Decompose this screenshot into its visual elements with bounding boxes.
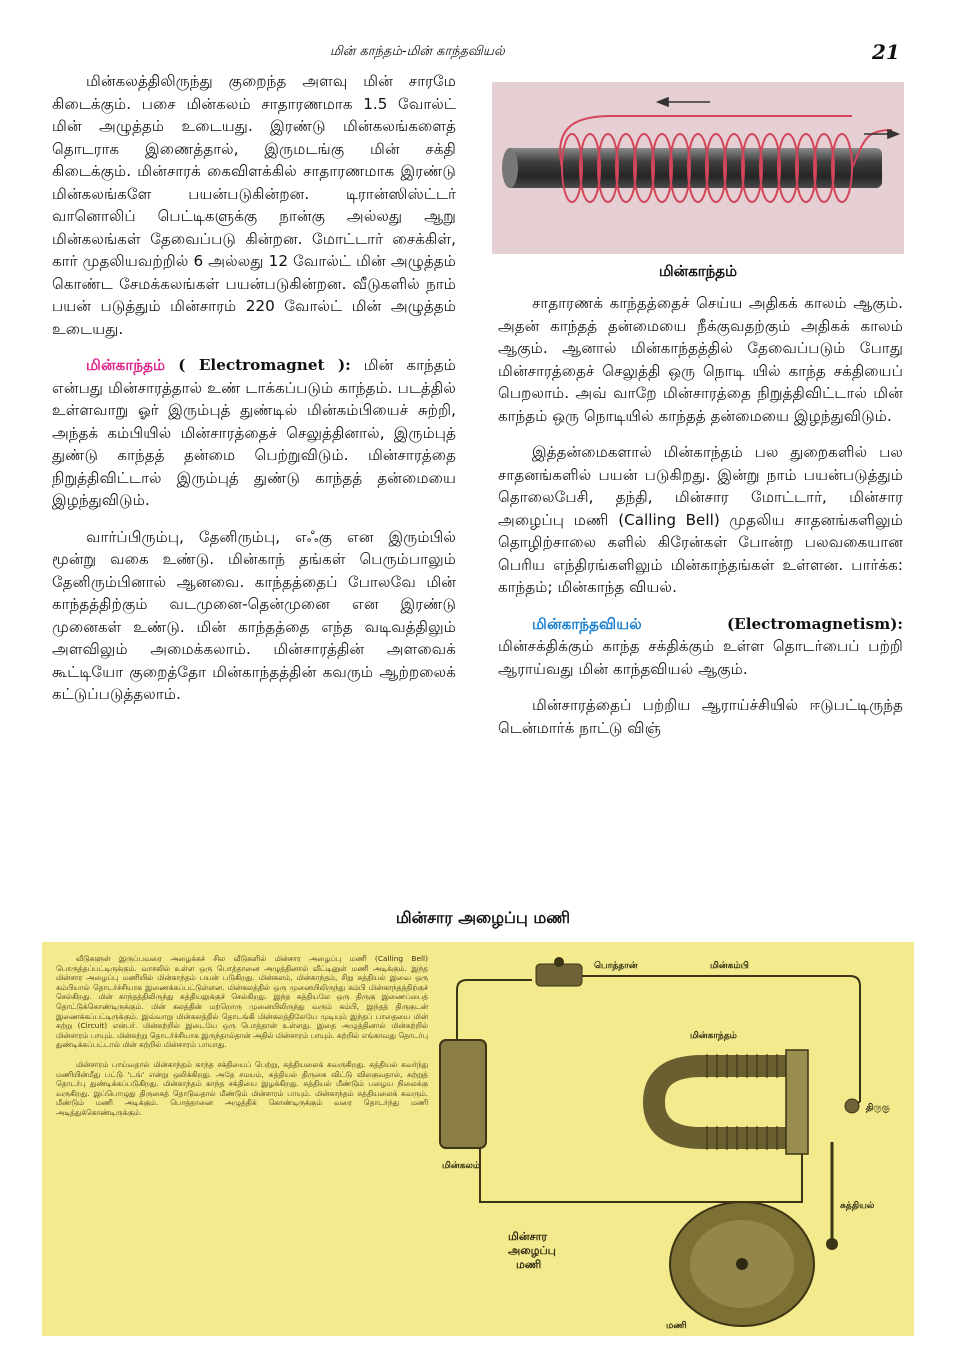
battery-cell: [440, 1040, 486, 1148]
calling-bell-diagram: [42, 942, 914, 1336]
hammer-head: [826, 1238, 838, 1250]
contact-screw: [845, 1099, 859, 1113]
push-button-knob: [554, 957, 564, 967]
label-bell-title-2: அழைப்பு: [508, 1244, 556, 1257]
calling-bell-paragraph-1: வீடுகளுள் இருப்பவரை அழைக்கச் சில வீடுகளில் மின்சார அழைப்பு மணி (Calling Bell) பொருத்தப்பட்டிருக்கும். வாசலில் உள்ள ஒரு பொத்தானை அழுத்தினால் வீட்டினுள் மணி அடிக்கும். இந்த மின்சார அழைப்பு மணியில் மின்காந்தம் பயன் படுகிறது. மின்கலம், மின்காந்தம், சிறு சுத்தியல் இவை ஒரு கம்பியால் தொடர்ச்சியாக இணைக்கப்பட்டுள்ளன. மின்கலத்தில் ஒரு முனையிலிருந்து கம்பி மின்காந்தத்திற்குச் செல்கிறது. மின் காந்தத்திலிருந்து சுத்தியலுக்குச் செல்கிறது. இந்த சுத்தியலே ஒரு திருகு இணைப்பைத் தொட்டுக்கொண்டிருக்கும். மின் கலத்தின் மற்றொரு முனையிலிருந்து வரும் கம்பி, இந்தத் திருகுடன் இணைக்கப்பட்டிருக்கும். இவ்வாறு மின்கலத்தில் தொடங்கி மின்கலத்திலேயே முடியும் இந்தப் பாதையை மின் சுற்று (Circuit) என்பர். மின்சுற்றில் இடையே ஒரு பொத்தான் உள்ளது. இதை அழுத்தினால் மின்சுற்றில் மின்சாரம் பாயும். மின்சுற்று தொடர்ச்சியாக இருந்தால்தான் அதில் மின்சாரம் பாயும். சுற்றில் எங்காவது தொடர்பு துண்டிக்கப்பட்டால் மின் சுற்றில் மின்சாரம் பாயாது.: [56, 954, 428, 1050]
paragraph-iron-types: வார்ப்பிரும்பு, தேனிரும்பு, எஃகு என இரும்பில் மூன்று வகை உண்டு. மின்காந் தங்கள் பெரும்பாலும் தேனிரும்பினால் ஆனவை. காந்தத்தைப் போலவே மின் காந்தத்திற்கும் வடமுனை-தென்முனை என இரண்டு முனைகள் உண்டு. மின் காந்தத்தை எந்த வடிவத்திலும் அளவிலும் அமைக்கலாம். மின்சாரத்தின் அளவைக் கூட்டியோ குறைத்தோ மின்காந்தத்தின் கவரும் ஆற்றலைக் கட்டுப்படுத்தலாம்.: [52, 527, 456, 703]
label-button: பொத்தான்: [594, 961, 638, 971]
term-electromagnet-english: ( Electromagnet ):: [178, 356, 351, 374]
paragraph-speed: சாதாரணக் காந்தத்தைச் செய்ய அதிகக் காலம் ஆகும். அதன் காந்தத் தன்மையை நீக்குவதற்கும் அதிகக் காலம் ஆகும். ஆனால் மின்காந்தத்தில் தேவைப்படும் போது மின்சாரத்தைச் செலுத்தி ஒரு நொடி யில் காந்த சக்தியைப் பெறலாம். அவ் வாறே மின்சாரத்தை நிறுத்திவிட்டால் மின் காந்தம் ஒரு நொடியில் காந்தத் தன்மையை இழந்துவிடும்.: [498, 294, 903, 425]
current-arrows: [658, 98, 898, 138]
coil-illustration: [492, 82, 904, 254]
electromagnet-definition: மின் காந்தம் என்பது மின்சாரத்தால் உண் டாக்கப்படும் காந்தம். படத்தில் உள்ளவாறு ஓர் இரும்புத் துண்டில் மின்கம்பியைச் சுற்றி, அந்தக் கம்பியில் மின்சாரத்தைச் செலுத்தினால், இரும்புத் துண்டு காந்தத் தன்மை பெற்றுவிடும். மின்சாரத்தை நிறுத்திவிட்டால் இரும்புத் துண்டு காந்தத் தன்மையை இழந்துவிடும்.: [52, 356, 456, 509]
page-number: 21: [872, 40, 900, 64]
page-header: [0, 40, 966, 68]
armature: [786, 1050, 808, 1154]
push-button: [536, 964, 582, 986]
label-gong: மணி: [666, 1321, 687, 1331]
paragraph-research: மின்சாரத்தைப் பற்றிய ஆராய்ச்சியில் ஈடுபட்டிருந்த டென்மார்க் நாட்டு விஞ்: [498, 696, 903, 737]
term-electromagnetism: மின்காந்தவியல்: [532, 614, 642, 633]
label-hammer: சுத்தியல்: [840, 1201, 875, 1211]
rod-end: [502, 148, 518, 188]
paragraph-electromagnetism: [498, 613, 903, 681]
running-title: மின் காந்தம்-மின் காந்தவியல்: [330, 44, 505, 59]
calling-bell-panel: [42, 942, 914, 1336]
section-title-calling-bell: மின்சார அழைப்பு மணி: [395, 908, 571, 927]
term-electromagnetism-english: (Electromagnetism):: [726, 614, 903, 633]
label-bell-title-3: மணி: [516, 1258, 542, 1271]
paragraph-battery: மின்கலத்திலிருந்து குறைந்த அளவு மின் சாரமே கிடைக்கும். பசை மின்கலம் சாதாரணமாக 1.5 வோல்ட் மின் அழுத்தம் உடையது. இரண்டு மின்கலங்களைத் தொடராக இணைத்தால், இருமடங்கு மின் சக்தி கிடைக்கும். மின்சாரக் கைவிளக்கில் சாதாரணமாக இரண்டு மின்கலங்களே பயன்படுகின்றன. டிரான்ஸிஸ்ட்டர் வானொலிப் பெட்டிகளுக்கு நான்கு அல்லது ஆறு மின்கலங்கள் தேவைப்படு கின்றன. மோட்டார் சைக்கிள், கார் முதலியவற்றில் 6 அல்லது 12 வோல்ட் மின் அழுத்தம் கொண்ட சேமக்கலங்கள் பயன்படுகின்றன. வீடுகளில் நாம் பயன் படுத்தும் மின்சாரம் 220 வோல்ட் மின் அழுத்தம் உடையது.: [52, 72, 456, 338]
calling-bell-paragraph-2: மின்சாரம் பாய்வதால் மின்காந்தம் காந்த சக்தியைப் பெற்று, சுத்தியலைக் கவருகிறது. சுத்தியல் கவர்ந்து மணியின்மீது பட்டு 'டங்' என்று ஒலிக்கிறது. அதே சமயம், சுத்தியல் திருகை விட்டு விலகுவதால், சுற்றுத் தொடர்பு துண்டிக்கப்படுகிறது. மின்காந்தம் காந்த சக்தியை இழக்கிறது. சுத்தியல் மீண்டும் பழைய நிலைக்கு வருகிறது. இப்பொழுது திருகைத் தொடுவதால் மீண்டும் மின்சாரம் பாயும். மின்காந்தம் சுத்தியலைக் கவரும். மீண்டும் மணி அடிக்கும். பொத்தானை அழுத்திக் கொண்டிருக்கும் வரை தொடர்ந்து மணி அடித்துக்கொண்டிருக்கும்.: [56, 1059, 428, 1117]
bell-gong-center: [736, 1258, 748, 1270]
label-screw: திருகு: [866, 1103, 890, 1113]
electromagnet-figure: [492, 82, 904, 254]
paragraph-electromagnet: [52, 354, 456, 512]
electromagnetism-definition: மின்சக்திக்கும் காந்த சக்திக்கும் உள்ள தொடர்பைப் பற்றி ஆராய்வது மின் காந்தவியல் ஆகும்.: [498, 637, 903, 678]
label-cell: மின்கலம்: [442, 1161, 481, 1171]
paragraph-uses: இத்தன்மைகளால் மின்காந்தம் பல துறைகளில் பல சாதனங்களில் பயன் படுகிறது. இன்று நாம் பயன்படுத்தும் தொலைபேசி, தந்தி, மின்சார மோட்டார், மின்சார அழைப்பு மணி (Calling Bell) முதலிய சாதனங்களிலும் தொழிற்சாலை களில் கிரேன்கள் போன்ற பலவகையான பெரிய எந்திரங்களிலும் மின்காந்தங்கள் உள்ளன. பார்க்க: காந்தம்; மின்காந்த வியல்.: [498, 443, 903, 596]
label-electromagnet: மின்காந்தம்: [690, 1031, 737, 1041]
right-column: [498, 292, 903, 753]
label-wire: மின்கம்பி: [710, 961, 749, 971]
left-column: [52, 70, 456, 720]
term-electromagnet: மின்காந்தம்: [86, 356, 166, 374]
label-bell-title-1: மின்சார: [508, 1230, 548, 1243]
figure-caption-electromagnet: மின்காந்தம்: [658, 262, 738, 280]
